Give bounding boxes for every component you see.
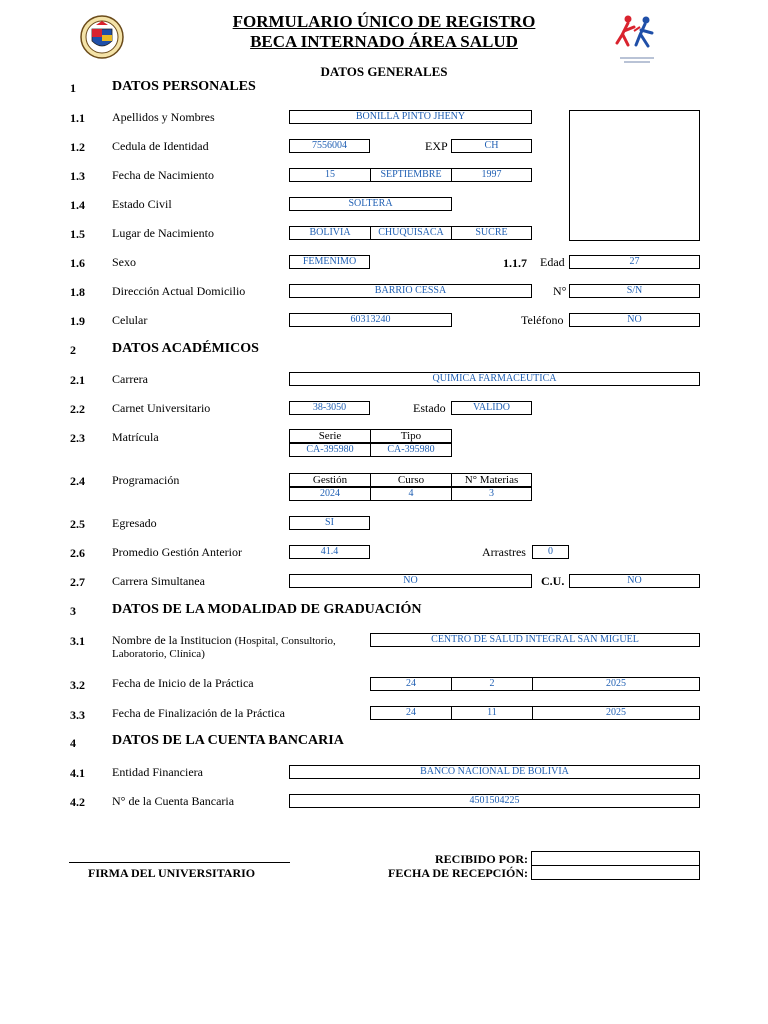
programming-label: Programación bbox=[112, 473, 180, 487]
average-label: Promedio Gestión Anterior bbox=[112, 545, 242, 559]
address-label: Dirección Actual Domicilio bbox=[112, 284, 246, 298]
section-1-number: 1 bbox=[70, 81, 76, 95]
row-number: 3.2 bbox=[70, 678, 85, 692]
subjects-count-header: N° Materias bbox=[451, 473, 532, 487]
sex-field[interactable]: FEMENIMO bbox=[289, 255, 370, 269]
bank-field[interactable]: BANCO NACIONAL DE BOLIVIA bbox=[289, 765, 700, 779]
course-header: Curso bbox=[370, 473, 452, 487]
row-number: 1.1.7 bbox=[503, 256, 527, 270]
section-2-title: DATOS ACADÉMICOS bbox=[112, 341, 259, 356]
mobile-label: Celular bbox=[112, 313, 148, 327]
average-field[interactable]: 41.4 bbox=[289, 545, 370, 559]
phone-label: Teléfono bbox=[521, 313, 564, 327]
enrollment-type-header: Tipo bbox=[370, 429, 452, 443]
simultaneous-career-field[interactable]: NO bbox=[289, 574, 532, 588]
enrollment-series-field[interactable]: CA-395980 bbox=[289, 443, 371, 457]
row-number: 3.1 bbox=[70, 634, 85, 648]
house-number-field[interactable]: S/N bbox=[569, 284, 700, 298]
bank-label: Entidad Financiera bbox=[112, 765, 203, 779]
signature-line bbox=[69, 862, 290, 863]
reception-date-label: FECHA DE RECEPCIÓN: bbox=[387, 866, 528, 880]
form-title-line1: FORMULARIO ÚNICO DE REGISTRO bbox=[232, 12, 536, 31]
management-year-header: Gestión bbox=[289, 473, 371, 487]
section-4-number: 4 bbox=[70, 736, 76, 750]
row-number: 3.3 bbox=[70, 708, 85, 722]
age-field[interactable]: 27 bbox=[569, 255, 700, 269]
end-month-field[interactable]: 11 bbox=[451, 706, 533, 720]
section-3-title: DATOS DE LA MODALIDAD DE GRADUACIÓN bbox=[112, 602, 422, 617]
sex-label: Sexo bbox=[112, 255, 136, 269]
section-3-number: 3 bbox=[70, 604, 76, 618]
civil-status-label: Estado Civil bbox=[112, 197, 172, 211]
received-by-label: RECIBIDO POR: bbox=[434, 852, 528, 866]
names-label: Apellidos y Nombres bbox=[112, 110, 215, 124]
career-field[interactable]: QUIMICA FARMACEUTICA bbox=[289, 372, 700, 386]
birth-year-field[interactable]: 1997 bbox=[451, 168, 532, 182]
management-year-field[interactable]: 2024 bbox=[289, 487, 371, 501]
exp-field[interactable]: CH bbox=[451, 139, 532, 153]
end-date-label: Fecha de Finalización de la Práctica bbox=[112, 706, 285, 720]
dragged-subjects-label: Arrastres bbox=[482, 545, 526, 559]
mobile-field[interactable]: 60313240 bbox=[289, 313, 452, 327]
institution-label-note: (Hospital, Consultorio, bbox=[234, 635, 336, 647]
birthplace-label: Lugar de Nacimiento bbox=[112, 226, 214, 240]
section-1-title: DATOS PERSONALES bbox=[112, 79, 256, 94]
row-number: 1.9 bbox=[70, 314, 85, 328]
cu-field[interactable]: NO bbox=[569, 574, 700, 588]
simultaneous-career-label: Carrera Simultanea bbox=[112, 574, 205, 588]
birth-day-field[interactable]: 15 bbox=[289, 168, 371, 182]
course-field[interactable]: 4 bbox=[370, 487, 452, 501]
row-number: 1.8 bbox=[70, 285, 85, 299]
row-number: 2.1 bbox=[70, 373, 85, 387]
received-by-field[interactable] bbox=[531, 851, 700, 866]
row-number: 2.5 bbox=[70, 517, 85, 531]
row-number: 2.7 bbox=[70, 575, 85, 589]
end-year-field[interactable]: 2025 bbox=[532, 706, 700, 720]
dragged-subjects-field[interactable]: 0 bbox=[532, 545, 569, 559]
row-number: 2.3 bbox=[70, 431, 85, 445]
birth-date-label: Fecha de Nacimiento bbox=[112, 168, 214, 182]
graduate-field[interactable]: SI bbox=[289, 516, 370, 530]
status-field[interactable]: VALIDO bbox=[451, 401, 532, 415]
row-number: 2.4 bbox=[70, 474, 85, 488]
row-number: 1.2 bbox=[70, 140, 85, 154]
section-general-heading: DATOS GENERALES bbox=[320, 64, 448, 79]
enrollment-label: Matrícula bbox=[112, 430, 159, 444]
age-label: Edad bbox=[540, 255, 565, 269]
row-number: 1.5 bbox=[70, 227, 85, 241]
row-number: 1.3 bbox=[70, 169, 85, 183]
birth-department-field[interactable]: CHUQUISACA bbox=[370, 226, 452, 240]
house-number-label: N° bbox=[553, 284, 567, 298]
start-year-field[interactable]: 2025 bbox=[532, 677, 700, 691]
birth-month-field[interactable]: SEPTIEMBRE bbox=[370, 168, 452, 182]
row-number: 2.2 bbox=[70, 402, 85, 416]
exp-label: EXP bbox=[425, 139, 448, 153]
subjects-count-field[interactable]: 3 bbox=[451, 487, 532, 501]
account-number-label: N° de la Cuenta Bancaria bbox=[112, 794, 235, 808]
row-number: 4.2 bbox=[70, 795, 85, 809]
row-number: 1.4 bbox=[70, 198, 85, 212]
names-field[interactable]: BONILLA PINTO JHENY bbox=[289, 110, 532, 124]
graduate-label: Egresado bbox=[112, 516, 157, 530]
civil-status-field[interactable]: SOLTERA bbox=[289, 197, 452, 211]
institution-label-line2: Laboratorio, Clínica) bbox=[112, 648, 205, 660]
institution-label bbox=[112, 633, 336, 648]
section-4-title: DATOS DE LA CUENTA BANCARIA bbox=[112, 733, 344, 748]
form-title-line2: BECA INTERNADO ÁREA SALUD bbox=[250, 32, 518, 51]
signature-label: FIRMA DEL UNIVERSITARIO bbox=[88, 866, 256, 880]
row-number: 1.1 bbox=[70, 111, 85, 125]
student-card-field[interactable]: 38-3050 bbox=[289, 401, 370, 415]
start-date-label: Fecha de Inicio de la Práctica bbox=[112, 676, 254, 690]
institution-field[interactable]: CENTRO DE SALUD INTEGRAL SAN MIGUEL bbox=[370, 633, 700, 647]
address-field[interactable]: BARRIO CESSA bbox=[289, 284, 532, 298]
start-month-field[interactable]: 2 bbox=[451, 677, 533, 691]
institution-label-main: Nombre de la Institucion bbox=[112, 633, 232, 647]
row-number: 4.1 bbox=[70, 766, 85, 780]
birth-country-field[interactable]: BOLIVIA bbox=[289, 226, 371, 240]
status-label: Estado bbox=[413, 401, 446, 415]
student-card-label: Carnet Universitario bbox=[112, 401, 211, 415]
enrollment-series-header: Serie bbox=[289, 429, 371, 443]
photo-box[interactable] bbox=[569, 110, 700, 241]
cu-label: C.U. bbox=[541, 574, 565, 588]
account-number-field[interactable]: 4501504225 bbox=[289, 794, 700, 808]
career-label: Carrera bbox=[112, 372, 148, 386]
phone-field[interactable]: NO bbox=[569, 313, 700, 327]
id-card-label: Cedula de Identidad bbox=[112, 139, 209, 153]
reception-date-field[interactable] bbox=[531, 865, 700, 880]
birth-city-field[interactable]: SUCRE bbox=[451, 226, 532, 240]
row-number: 2.6 bbox=[70, 546, 85, 560]
enrollment-type-field[interactable]: CA-395980 bbox=[370, 443, 452, 457]
row-number: 1.6 bbox=[70, 256, 85, 270]
id-card-field[interactable]: 7556004 bbox=[289, 139, 370, 153]
end-day-field[interactable]: 24 bbox=[370, 706, 452, 720]
section-2-number: 2 bbox=[70, 343, 76, 357]
start-day-field[interactable]: 24 bbox=[370, 677, 452, 691]
